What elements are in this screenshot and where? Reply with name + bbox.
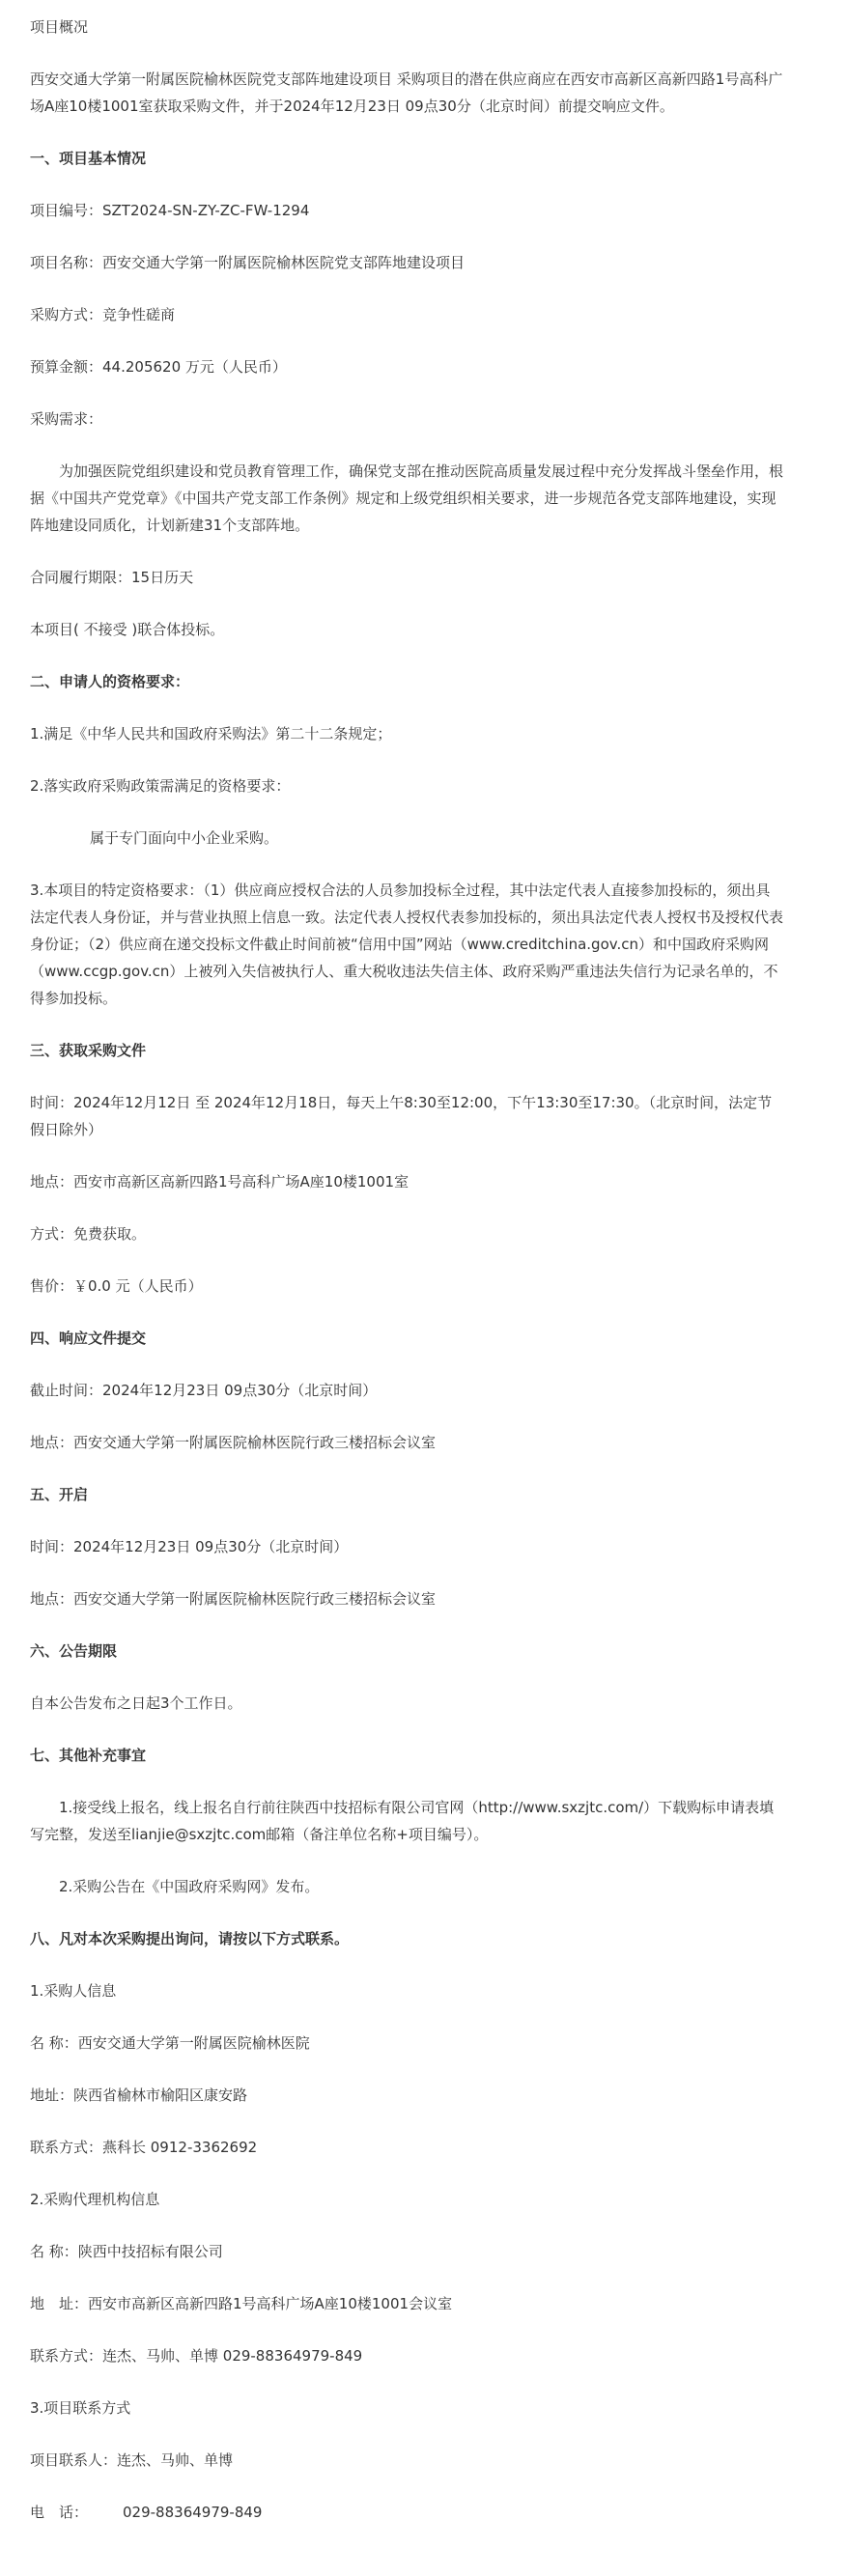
opening-time: 时间：2024年12月23日 09点30分（北京时间） <box>30 1538 349 1555</box>
opening-place: 地点：西安交通大学第一附属医院榆林医院行政三楼招标会议室 <box>30 1590 437 1608</box>
supplement-item-1: 1.接受线上报名，线上报名自行前往陕西中技招标有限公司官网（http://www.sxzjtc.com/）下载购标申请表填写完整，发送至lianjie@sxzjtc.com邮箱（备注单位名称+项目编号）。 <box>30 1799 775 1843</box>
phone-value: 029-88364979-849 <box>123 2504 263 2521</box>
submit-place: 地点：西安交通大学第一附属医院榆林医院行政三楼招标会议室 <box>30 1434 437 1451</box>
qualification-item-2-sub: 属于专门面向中小企业采购。 <box>90 829 279 847</box>
supplement-item-2: 2.采购公告在《中国政府采购网》发布。 <box>59 1878 320 1895</box>
qualification-item-2: 2.落实政府采购政策需满足的资格要求： <box>30 777 291 795</box>
section-6-heading: 六、公告期限 <box>30 1642 118 1660</box>
project-contact-person: 项目联系人：连杰、马帅、单博 <box>30 2451 234 2469</box>
submit-deadline: 截止时间：2024年12月23日 09点30分（北京时间） <box>30 1382 378 1399</box>
procurement-method: 采购方式：竞争性磋商 <box>30 306 176 323</box>
section-2-heading: 二、申请人的资格要求： <box>30 673 190 690</box>
agent-info-title: 2.采购代理机构信息 <box>30 2191 160 2208</box>
section-7-heading: 七、其他补充事宜 <box>30 1747 147 1764</box>
section-1-heading: 一、项目基本情况 <box>30 150 147 167</box>
procurement-needs-label: 采购需求： <box>30 410 103 428</box>
buyer-info-title: 1.采购人信息 <box>30 1982 117 2000</box>
agent-contact: 联系方式：连杰、马帅、单博 029-88364979-849 <box>30 2347 363 2365</box>
section-4-heading: 四、响应文件提交 <box>30 1330 147 1347</box>
agent-name: 名 称：陕西中技招标有限公司 <box>30 2243 223 2260</box>
qualification-item-1: 1.满足《中华人民共和国政府采购法》第二十二条规定； <box>30 725 392 742</box>
project-contact-phone <box>30 2499 784 2526</box>
overview-text: 西安交通大学第一附属医院榆林医院党支部阵地建设项目 采购项目的潜在供应商应在西安市高新区高新四路1号高科广场A座10楼1001室获取采购文件，并于2024年12月23日 09点30分（北京时间）前提交响应文件。 <box>30 70 783 115</box>
buyer-contact: 联系方式：燕科长 0912-3362692 <box>30 2139 258 2156</box>
obtain-price: 售价：￥0.0 元（人民币） <box>30 1277 203 1295</box>
notice-period: 自本公告发布之日起3个工作日。 <box>30 1694 242 1712</box>
project-name: 项目名称：西安交通大学第一附属医院榆林医院党支部阵地建设项目 <box>30 254 466 271</box>
buyer-address: 地址：陕西省榆林市榆阳区康安路 <box>30 2086 248 2104</box>
agent-address: 地 址：西安市高新区高新四路1号高科广场A座10楼1001会议室 <box>30 2295 453 2312</box>
buyer-name: 名 称：西安交通大学第一附属医院榆林医院 <box>30 2034 310 2052</box>
phone-label: 电 话： <box>30 2504 89 2521</box>
project-number: 项目编号：SZT2024-SN-ZY-ZC-FW-1294 <box>30 202 310 219</box>
section-5-heading: 五、开启 <box>30 1486 89 1503</box>
project-contact-title: 3.项目联系方式 <box>30 2399 131 2417</box>
section-3-heading: 三、获取采购文件 <box>30 1042 147 1059</box>
obtain-place: 地点：西安市高新区高新四路1号高科广场A座10楼1001室 <box>30 1173 409 1190</box>
obtain-way: 方式：免费获取。 <box>30 1225 147 1243</box>
obtain-time: 时间：2024年12月12日 至 2024年12月18日，每天上午8:30至12:00，下午13:30至17:30。（北京时间，法定节假日除外） <box>30 1094 773 1138</box>
procurement-needs-text: 为加强医院党组织建设和党员教育管理工作，确保党支部在推动医院高质量发展过程中充分发挥战斗堡垒作用，根据《中国共产党党章》《中国共产党支部工作条例》规定和上级党组织相关要求，进一步规范各党支部阵地建设，实现阵地建设同质化，计划新建31个支部阵地。 <box>30 462 784 534</box>
contract-period: 合同履行期限：15日历天 <box>30 569 194 586</box>
consortium-note: 本项目( 不接受 )联合体投标。 <box>30 621 225 638</box>
overview-title: 项目概况 <box>30 18 89 36</box>
budget-amount: 预算金额：44.205620 万元（人民币） <box>30 358 287 376</box>
qualification-item-3: 3.本项目的特定资格要求：（1）供应商应授权合法的人员参加投标全过程，其中法定代表人直接参加投标的，须出具法定代表人身份证，并与营业执照上信息一致。法定代表人授权代表参加投标的，须出具法定代表人授权书及授权代表身份证；（2）供应商在递交投标文件截止时间前被“信用中国”网站（www.creditchina.gov.cn）和中国政府采购网（www.ccgp.gov.cn）上被列入失信被执行人、重大税收违法失信主体、政府采购严重违法失信行为记录名单的，不得参加投标。 <box>30 882 784 1007</box>
section-8-heading: 八、凡对本次采购提出询问，请按以下方式联系。 <box>30 1930 350 1947</box>
